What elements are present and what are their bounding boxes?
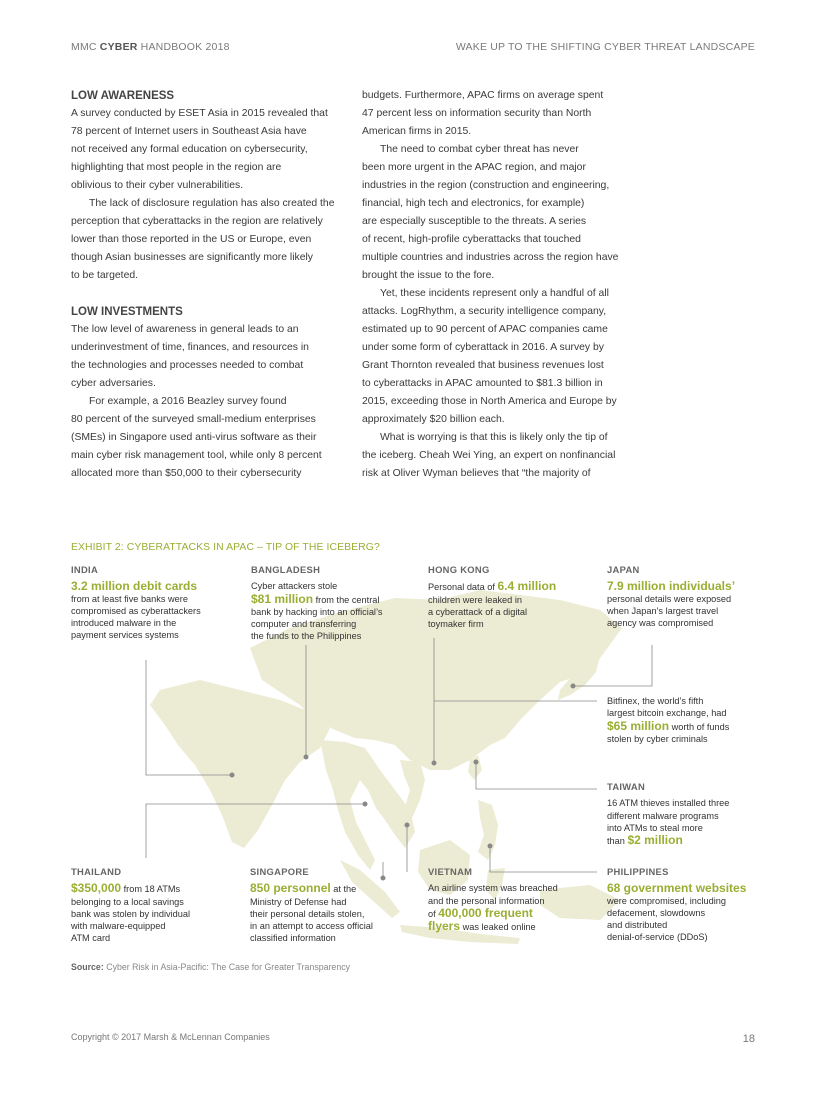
vietnam-marker: [405, 823, 410, 828]
philippines-landmass: [478, 800, 498, 860]
low-investments-paragraph-2: For example, a 2016 Beazley survey found 80 percent of the surveyed small-medium enterprises (SMEs) in Singapore used anti-virus software as their main cyber risk management tool, while only 8 percent allocated more than $50,000 to their cybersecurity: [71, 396, 322, 479]
callout-thailand: THAILAND $350,000 from 18 ATMs belonging to a local savings bank was stolen by individual with malware-equipped ATM card: [71, 866, 190, 944]
callout-hongkong: HONG KONG Personal data of 6.4 million children were leaked in a cyberattack of a digital toymaker firm: [428, 564, 557, 630]
callout-bangladesh: BANGLADESH Cyber attackers stole $81 million from the central bank by hacking into an official’s computer and transferring the funds to the Philippines: [251, 564, 383, 642]
philippines-marker: [488, 844, 493, 849]
urgency-paragraph: The need to combat cyber threat has never been more urgent in the APAC region, and major industries in the region (construction and engineering, financial, high tech and electronics, for example) are especially susceptible to the threats. A series of recent, high-profile cyberattacks that touched multiple countries and industries across the region have brought the issue to the fore.: [362, 144, 619, 281]
low-investments-paragraph-1: The low level of awareness in general leads to an underinvestment of time, finances, and resources in the technologies and processes needed to combat cyber adversaries.: [71, 324, 309, 389]
exhibit-source: Source: Cyber Risk in Asia-Pacific: The Case for Greater Transparency: [71, 962, 351, 972]
callout-india: INDIA 3.2 million debit cards from at least five banks were compromised as cyberattackers introduced malware in the payment services systems: [71, 564, 201, 641]
callout-bitfinex: Bitfinex, the world’s fifth largest bitcoin exchange, had $65 million worth of funds stolen by cyber criminals: [607, 696, 730, 744]
callout-vietnam: VIETNAM An airline system was breached and the personal information of 400,000 frequent flyers was leaked online: [428, 866, 558, 934]
bangladesh-marker: [304, 755, 309, 760]
incidents-paragraph: Yet, these incidents represent only a handful of all attacks. LogRhythm, a security intelligence company, estimated up to 90 percent of APAC companies came under some form of cyberattack in 2016. A survey by Grant Thornton revealed that business revenues lost to cyberattacks in APAC amounted to $81.3 billion in 2015, exceeding those in North America and Europe by approximately $20 billion each.: [362, 288, 617, 425]
low-awareness-paragraph-1: A survey conducted by ESET Asia in 2015 revealed that 78 percent of Internet users in Southeast Asia have not received any formal education on cybersecurity, highlighting that most people in the region are oblivious to their cyber vulnerabilities.: [71, 108, 328, 191]
india-marker: [230, 773, 235, 778]
hongkong-marker: [432, 761, 437, 766]
thailand-marker: [363, 802, 368, 807]
page-number: 18: [742, 1033, 755, 1045]
running-header-right: WAKE UP TO THE SHIFTING CYBER THREAT LANDSCAPE: [455, 41, 755, 53]
se-asia-landmass: [320, 740, 415, 870]
callout-japan: JAPAN 7.9 million individuals’ personal details were exposed when Japan’s largest travel agency was compromised: [607, 564, 736, 629]
low-awareness-heading: LOW AWARENESS: [71, 90, 175, 102]
copyright-footer: Copyright © 2017 Marsh & McLennan Companies: [71, 1032, 270, 1042]
callout-philippines: PHILIPPINES 68 government websites were compromised, including defacement, slowdowns and distributed denial-of-service (DDoS): [607, 866, 747, 943]
exhibit-title: EXHIBIT 2: CYBERATTACKS IN APAC – TIP OF THE ICEBERG?: [71, 542, 380, 553]
low-awareness-paragraph-2: The lack of disclosure regulation has also created the perception that cyberattacks in the region are relatively lower than those reported in the US or Europe, even though Asian businesses are significantly more likely to be targeted.: [71, 198, 335, 281]
callout-taiwan: TAIWAN 16 ATM thieves installed three different malware programs into ATMs to steal more than $2 million: [607, 781, 730, 848]
budgets-paragraph: budgets. Furthermore, APAC firms on average spent 47 percent less on information security than North American firms in 2015.: [362, 90, 604, 137]
taiwan-marker: [474, 760, 479, 765]
iceberg-paragraph: What is worrying is that this is likely only the tip of the iceberg. Cheah Wei Ying, an expert on nonfinancial risk at Oliver Wyman believes that “the majority of: [362, 432, 616, 479]
running-header-left: MMC CYBER HANDBOOK 2018: [71, 41, 230, 53]
japan-marker: [571, 684, 576, 689]
taiwan-leader-line: [476, 762, 597, 789]
callout-singapore: SINGAPORE 850 personnel at the Ministry of Defense had their personal details stolen, in an attempt to access official classified information: [250, 866, 373, 944]
low-investments-heading: LOW INVESTMENTS: [71, 306, 183, 318]
